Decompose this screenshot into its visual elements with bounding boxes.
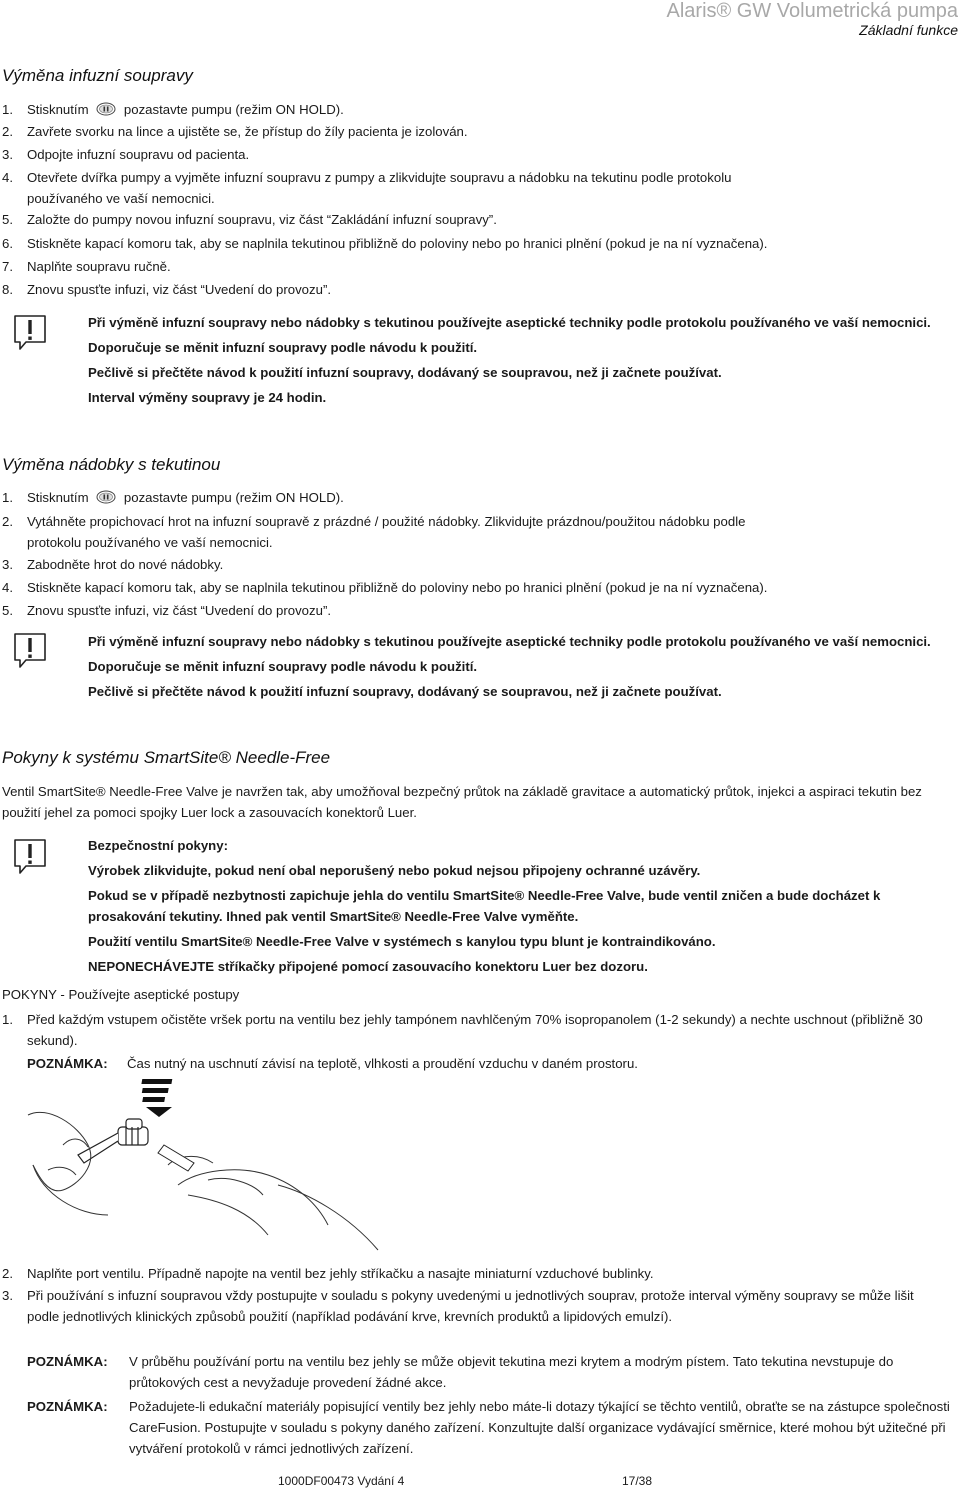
list-item: 5. Založte do pumpy novou infuzní soupravu, viz část “Zakládání infuzní soupravy”. <box>2 212 497 227</box>
intro-paragraph: Ventil SmartSite® Needle-Free Valve je navržen tak, aby umožňoval bezpečný průtok na základě gravitace a automatický průtok, injekci a aspiraci tekutin bez použití jehel za pomoci spojky Luer lock a zasouvacích konektorů Luer. <box>2 784 922 820</box>
page-number: 17/38 <box>622 1474 653 1488</box>
section-title-set-change: Výměna infuzní soupravy <box>2 66 193 85</box>
document-title: Alaris® GW Volumetrická pumpa <box>666 0 958 22</box>
list-item: 2. Vytáhněte propichovací hrot na infuzní soupravě z prázdné / použité nádobky. Zlikvidujte prázdnou/použitou nádobku podle protokolu používaného ve vaší nemocnici. <box>2 514 746 550</box>
list-item: 4. Stiskněte kapací komoru tak, aby se naplnila tekutinou přibližně do poloviny nebo po hranici plnění (pokud je na ní vyznačena). <box>2 580 768 595</box>
list-item: 2. Zavřete svorku na lince a ujistěte se, že přístup do žíly pacienta je izolován. <box>2 124 468 139</box>
list-item: 3. Odpojte infuzní soupravu od pacienta. <box>2 147 250 162</box>
warning-icon <box>12 632 48 670</box>
note: POZNÁMKA: Čas nutný na uschnutí závisí na teplotě, vlhkosti a proudění vzduchu v daném prostoru. <box>27 1056 638 1071</box>
section-title-container-change: Výměna nádobky s tekutinou <box>2 455 221 474</box>
note: POZNÁMKA: Požadujete-li edukační materiály popisující ventily bez jehly nebo máte-li dotazy týkající se těchto ventilů, obraťte se na zástupce společnosti CareFusion. Postupujte v souladu s pokyny daného zařízení. Konzultujte další organizace vydávající směrnice, které mohou být užitečné při vytváření protokolů v rámci jednotlivých zařízení. <box>27 1399 950 1456</box>
pause-button-icon <box>96 490 116 504</box>
list-item: 5. Znovu spusťte infuzi, viz část “Uvedení do provozu”. <box>2 603 332 618</box>
list-item: 3. Zabodněte hrot do nové nádobky. <box>2 557 224 572</box>
list-item: 7. Naplňte soupravu ručně. <box>2 259 171 274</box>
list-item: 1. Stisknutím pozastavte pumpu (režim ON HOLD). <box>2 102 344 117</box>
list-item: 1. Stisknutím pozastavte pumpu (režim ON HOLD). <box>2 490 344 505</box>
warning-text: Při výměně infuzní soupravy nebo nádobky s tekutinou používejte aseptické techniky podle protokolu používaného ve vaší nemocnici. Doporučuje se měnit infuzní soupravy podle návodu k použití. Pečlivě si přečtěte návod k použití infuzní soupravy, dodávaný se soupravou, než ji začnete používat. Interval výměny soupravy je 24 hodin. <box>88 315 931 405</box>
warning-text: Při výměně infuzní soupravy nebo nádobky s tekutinou používejte aseptické techniky podle protokolu používaného ve vaší nemocnici. Doporučuje se měnit infuzní soupravy podle návodu k použití. Pečlivě si přečtěte návod k použití infuzní soupravy, dodávaný se soupravou, než ji začnete používat. <box>88 634 931 699</box>
document-number: 1000DF00473 Vydání 4 <box>278 1474 405 1488</box>
warning-icon <box>12 838 48 876</box>
list-item: 1. Před každým vstupem očistěte vršek portu na ventilu bez jehly tampónem navhlčeným 70% isopropanolem (1-2 sekundy) a nechte uschnout (přibližně 30 sekund). <box>2 1012 923 1048</box>
list-item: 8. Znovu spusťte infuzi, viz část “Uvedení do provozu”. <box>2 282 332 297</box>
list-item: 4. Otevřete dvířka pumpy a vyjměte infuzní soupravu z pumpy a zlikvidujte soupravu a nádobku na tekutinu podle protokolu používaného ve vaší nemocnici. <box>2 170 732 206</box>
pause-button-icon <box>96 102 116 116</box>
list-item: 3. Při používání s infuzní soupravou vždy postupujte v souladu s pokyny uvedenými u jednotlivých souprav, protože interval výměny soupravy se může lišit podle jednotlivých klinických způsobů použití (například podávání krve, krevních produktů a lipidových emulzí). <box>2 1288 914 1324</box>
note: POZNÁMKA: V průběhu používání portu na ventilu bez jehly se může objevit tekutina mezi krytem a modrým pístem. Tato tekutina nevstupuje do průtokových cest a nevyžaduje provedení žádné akce. <box>27 1354 894 1390</box>
list-item: 2. Naplňte port ventilu. Případně napojte na ventil bez jehly stříkačku a nasajte miniaturní vzduchové bublinky. <box>2 1266 654 1281</box>
instructions-heading: POKYNY - Používejte aseptické postupy <box>2 987 240 1002</box>
safety-instructions: Bezpečnostní pokyny: Výrobek zlikvidujte, pokud není obal neporušený nebo pokud nejsou připojeny ochranné uzávěry. Pokud se v případě nezbytnosti zapichuje jehla do ventilu SmartSite® Needle-Free Valve, bude ventil zničen a bude docházet k prosakování tekutiny. Ihned pak ventil SmartSite® Needle-Free Valve vyměňte. Použití ventilu SmartSite® Needle-Free Valve v systémech s kanylou typu blunt je kontraindikováno. NEPONECHÁVEJTE stříkačky připojené pomocí zasouvacího konektoru Luer bez dozoru. <box>88 838 881 974</box>
warning-icon <box>12 314 48 352</box>
list-item: 6. Stiskněte kapací komoru tak, aby se naplnila tekutinou přibližně do poloviny nebo po hranici plnění (pokud je na ní vyznačena). <box>2 236 768 251</box>
swab-valve-illustration <box>18 1075 418 1255</box>
section-title-smartsite: Pokyny k systému SmartSite® Needle-Free <box>2 748 331 767</box>
document-subtitle: Základní funkce <box>859 22 958 38</box>
